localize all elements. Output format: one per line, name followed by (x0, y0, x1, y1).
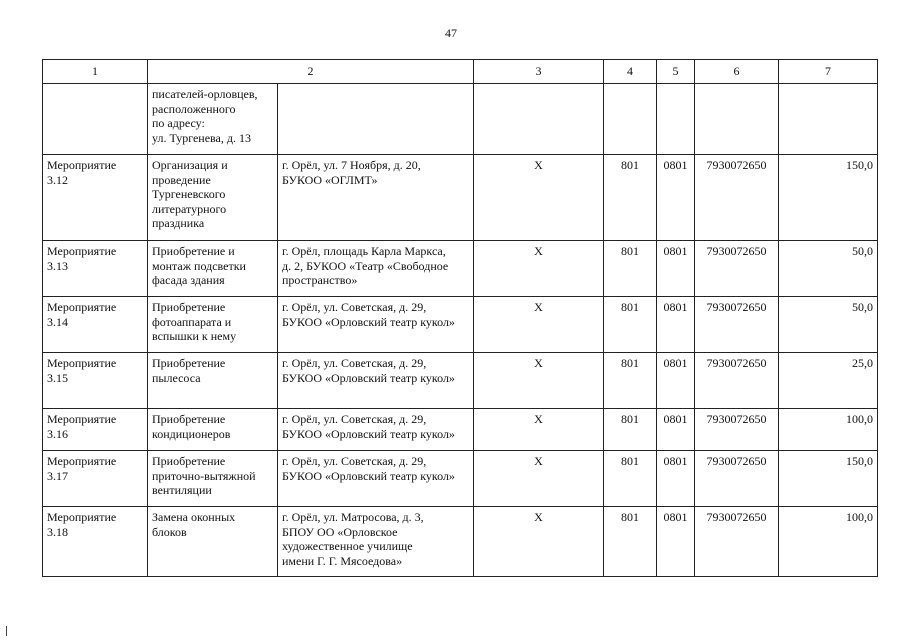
event-address-cell: г. Орёл, ул. 7 Ноября, д. 20, БУКОО «ОГЛМТ» (278, 155, 474, 241)
csr-cell: 7930072650 (695, 451, 779, 507)
table-row (43, 353, 878, 409)
amount-cell: 25,0 (779, 353, 878, 409)
amount-cell: 100,0 (779, 507, 878, 577)
header-col-1: 1 (43, 60, 148, 84)
event-name-cell: Приобретение и монтаж подсветки фасада здания (148, 241, 278, 297)
table-row (43, 297, 878, 353)
table-row (43, 155, 878, 241)
responsible-cell (474, 84, 604, 155)
event-address-cell: г. Орёл, площадь Карла Маркса, д. 2, БУКОО «Театр «Свободное пространство» (278, 241, 474, 297)
event-code-cell: Мероприятие 3.14 (43, 297, 148, 353)
table-row (43, 507, 878, 577)
gr-bs-cell (604, 84, 657, 155)
event-address-cell: г. Орёл, ул. Советская, д. 29, БУКОО «Орловский театр кукол» (278, 297, 474, 353)
rz-pr-cell: 0801 (657, 451, 695, 507)
amount-cell: 50,0 (779, 241, 878, 297)
responsible-cell: X (474, 241, 604, 297)
gr-bs-cell: 801 (604, 507, 657, 577)
header-col-2: 2 (148, 60, 474, 84)
header-row (43, 60, 878, 84)
csr-cell: 7930072650 (695, 353, 779, 409)
gr-bs-cell: 801 (604, 297, 657, 353)
csr-cell: 7930072650 (695, 507, 779, 577)
event-address-cell: г. Орёл, ул. Советская, д. 29, БУКОО «Орловский театр кукол» (278, 353, 474, 409)
rz-pr-cell: 0801 (657, 353, 695, 409)
csr-cell: 7930072650 (695, 409, 779, 451)
csr-cell: 7930072650 (695, 155, 779, 241)
event-address-cell: г. Орёл, ул. Советская, д. 29, БУКОО «Орловский театр кукол» (278, 409, 474, 451)
event-name-cell: Приобретение пылесоса (148, 353, 278, 409)
event-name-cell: Приобретение фотоаппарата и вспышки к нему (148, 297, 278, 353)
table-row (43, 84, 878, 155)
rz-pr-cell (657, 84, 695, 155)
event-code-cell: Мероприятие 3.12 (43, 155, 148, 241)
margin-mark (6, 626, 7, 636)
page-number: 47 (445, 26, 457, 40)
responsible-cell: X (474, 353, 604, 409)
event-code-cell: Мероприятие 3.15 (43, 353, 148, 409)
gr-bs-cell: 801 (604, 241, 657, 297)
table-row (43, 451, 878, 507)
gr-bs-cell: 801 (604, 451, 657, 507)
event-name-cell: Замена оконных блоков (148, 507, 278, 577)
budget-table (42, 59, 878, 577)
amount-cell (779, 84, 878, 155)
csr-cell (695, 84, 779, 155)
event-address-cell: г. Орёл, ул. Матросова, д. 3, БПОУ ОО «Орловское художественное училище имени Г. Г. Мясоедова» (278, 507, 474, 577)
amount-cell: 50,0 (779, 297, 878, 353)
event-address-cell (278, 84, 474, 155)
event-code-cell: Мероприятие 3.17 (43, 451, 148, 507)
amount-cell: 100,0 (779, 409, 878, 451)
event-name-cell: писателей-орловцев, расположенного по адресу: ул. Тургенева, д. 13 (148, 84, 278, 155)
event-name-cell: Приобретение кондиционеров (148, 409, 278, 451)
table-row (43, 409, 878, 451)
csr-cell: 7930072650 (695, 297, 779, 353)
responsible-cell: X (474, 507, 604, 577)
event-code-cell: Мероприятие 3.13 (43, 241, 148, 297)
csr-cell: 7930072650 (695, 241, 779, 297)
event-code-cell: Мероприятие 3.16 (43, 409, 148, 451)
gr-bs-cell: 801 (604, 155, 657, 241)
header-col-6: 6 (695, 60, 779, 84)
event-address-cell: г. Орёл, ул. Советская, д. 29, БУКОО «Орловский театр кукол» (278, 451, 474, 507)
event-code-cell: Мероприятие 3.18 (43, 507, 148, 577)
header-col-7: 7 (779, 60, 878, 84)
rz-pr-cell: 0801 (657, 409, 695, 451)
table-row (43, 241, 878, 297)
event-name-cell: Приобретение приточно-вытяжной вентиляции (148, 451, 278, 507)
rz-pr-cell: 0801 (657, 297, 695, 353)
header-col-5: 5 (657, 60, 695, 84)
gr-bs-cell: 801 (604, 409, 657, 451)
event-name-cell: Организация и проведение Тургеневского литературного праздника (148, 155, 278, 241)
responsible-cell: X (474, 155, 604, 241)
rz-pr-cell: 0801 (657, 155, 695, 241)
header-col-4: 4 (604, 60, 657, 84)
gr-bs-cell: 801 (604, 353, 657, 409)
responsible-cell: X (474, 451, 604, 507)
rz-pr-cell: 0801 (657, 507, 695, 577)
header-col-3: 3 (474, 60, 604, 84)
responsible-cell: X (474, 409, 604, 451)
event-code-cell (43, 84, 148, 155)
rz-pr-cell: 0801 (657, 241, 695, 297)
amount-cell: 150,0 (779, 155, 878, 241)
responsible-cell: X (474, 297, 604, 353)
amount-cell: 150,0 (779, 451, 878, 507)
